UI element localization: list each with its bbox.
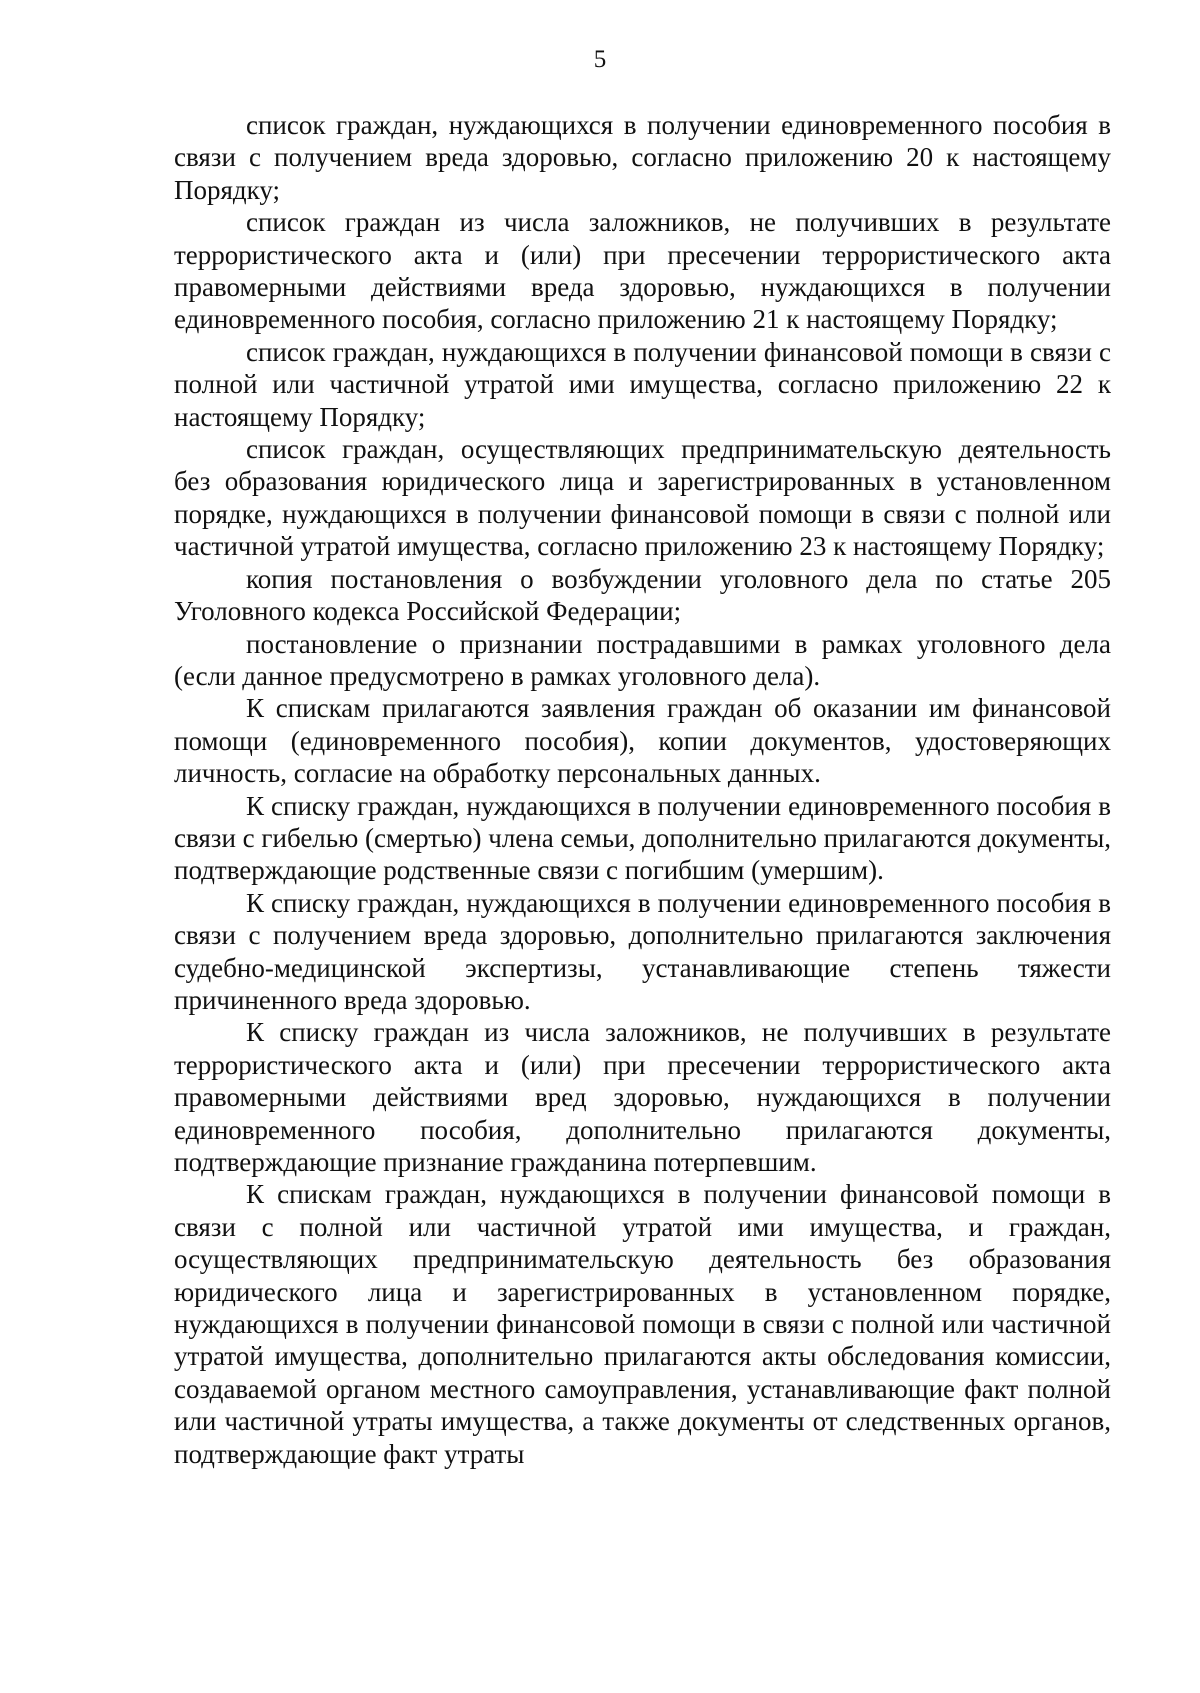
paragraph-list-entrepreneurs: список граждан, осуществляющих предпринимательскую деятельность без образования юридического лица и зарегистрированных в установленном порядке, нуждающихся в получении финансовой помощи в связи с полной или частичной утратой имущества, согласно приложению 23 к настоящему Порядку;	[174, 434, 1111, 562]
paragraph-victim-recognition: постановление о признании пострадавшими в рамках уголовного дела (если данное предусмотрено в рамках уголовного дела).	[174, 628, 1111, 691]
document-body	[174, 109, 1111, 1470]
paragraph-family-death-docs: К списку граждан, нуждающихся в получении единовременного пособия в связи с гибелью (смертью) члена семьи, дополнительно прилагаются документы, подтверждающие родственные связи с погибшим (умершим).	[174, 790, 1111, 886]
page-number: 5	[593, 46, 607, 73]
paragraph-attached-applications: К спискам прилагаются заявления граждан об оказании им финансовой помощи (единовременного пособия), копии документов, удостоверяющих личность, согласие на обработку персональных данных.	[174, 693, 1111, 789]
paragraph-forensic-expertise: К списку граждан, нуждающихся в получении единовременного пособия в связи с получением вреда здоровью, дополнительно прилагаются заключения судебно-медицинской экспертизы, устанавливающие степень тяжести причиненного вреда здоровью.	[174, 887, 1111, 1015]
paragraph-criminal-case-copy: копия постановления о возбуждении уголовного дела по статье 205 Уголовного кодекса Российской Федерации;	[174, 563, 1111, 627]
paragraph-hostage-docs: К списку граждан из числа заложников, не получивших в результате террористического акта и (или) при пресечении террористического акта правомерными действиями вред здоровью, нуждающихся в получении единовременного пособия, дополнительно прилагаются документы, подтверждающие признание гражданина потерпевшим.	[174, 1017, 1111, 1177]
paragraph-list-hostages: список граждан из числа заложников, не получивших в результате террористического акта и (или) при пресечении террористического акта правомерными действиями вреда здоровью, нуждающихся в получении единовременного пособия, согласно приложению 21 к настоящему Порядку;	[174, 207, 1111, 335]
paragraph-property-inspection-acts: К спискам граждан, нуждающихся в получении финансовой помощи в связи с полной или частичной утратой ими имущества, и граждан, осуществляющих предпринимательскую деятельность без образования юридического лица и зарегистрированных в установленном порядке, нуждающихся в получении финансовой помощи в связи с полной или частичной утратой имущества, дополнительно прилагаются акты обследования комиссии, создаваемой органом местного самоуправления, устанавливающие факт полной или частичной утраты имущества, а также документы от следственных органов, подтверждающие факт утраты	[174, 1179, 1111, 1469]
paragraph-list-property-loss: список граждан, нуждающихся в получении финансовой помощи в связи с полной или частичной утратой ими имущества, согласно приложению 22 к настоящему Порядку;	[174, 336, 1111, 432]
paragraph-list-health-damage: список граждан, нуждающихся в получении единовременного пособия в связи с получением вреда здоровью, согласно приложению 20 к настоящему Порядку;	[174, 110, 1111, 205]
